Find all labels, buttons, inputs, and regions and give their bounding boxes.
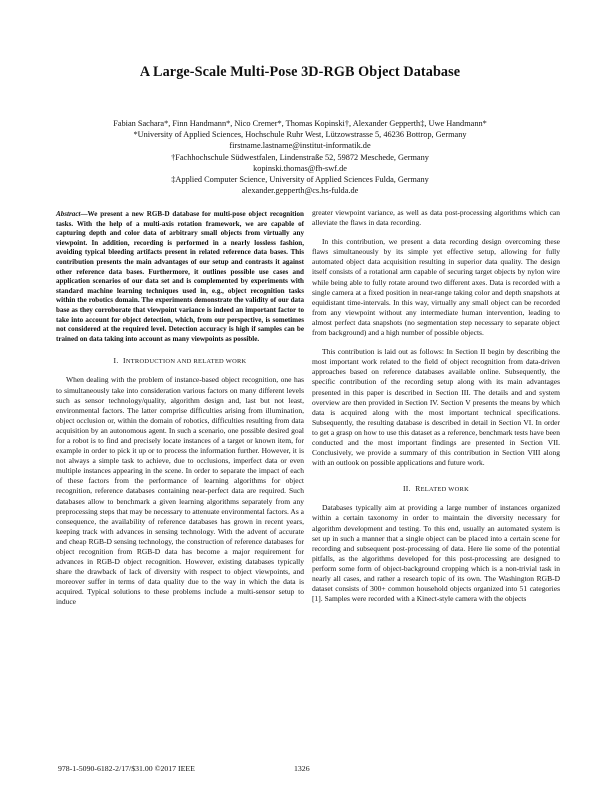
section-number: I. bbox=[113, 356, 119, 366]
section-title-rest: NTRODUCTION AND RELATED WORK bbox=[125, 358, 247, 366]
section-heading-related-work bbox=[312, 484, 560, 495]
section-title-initial: R bbox=[415, 484, 421, 494]
section-title-rest: ELATED WORK bbox=[420, 486, 470, 494]
abstract-text: —We present a new RGB-D database for multi-pose object recognition tasks. With the help of a multi-axis rotation framework, we are capable of capturing depth and color data of arbitrary small objects from virtually any viewpoint. In addition, recording is performed in a nearly lossless fashion, avoiding typical bleeding artifacts present in related reference data bases. This contribution presents the main advantages of our setup and contrasts it against other reference data bases. Furthermore, it outlines possible use cases and application scenarios of our data set and is complemented by experiments with standard machine learning techniques used in, e.g., object recognition tasks within the robotics domain. The experiments demonstrate the validity of our data base as they corroborate that viewpoint variance is indeed an important factor to take into account for object detection, which, from our perspective, is sometimes not considered at the required level. Detection accuracy is high if samples can be trained on data taking into account as many viewpoints as possible. bbox=[56, 210, 304, 343]
footer-isbn: 978-1-5090-6182-2/17/$31.00 ©2017 IEEE bbox=[58, 764, 195, 773]
abstract bbox=[56, 210, 304, 344]
section-heading-introduction bbox=[56, 356, 304, 367]
intro-paragraph: When dealing with the problem of instance-based object recognition, one has to simultaneously take into consideration various factors on many different levels such as sensor technology/quality, algorithm design and, last but not least, environmental factors. The latter comprise difficulties arising from illumination, object occlusion or, within the domain of robotics, difficulties resulting from data acquisition by an autonomous agent. In such a scenario, one possible desired goal for a robot is to find and precisely locate instances of a target or known item, for example in order to pick it up or to process the information further. However, it is not always a simple task to achieve, due to occlusions, imperfect data or even multiple instances appearing in the scene. In order to separate the impact of each of these factors from the performance of learning algorithms for object recognition, reference databases containing near-perfect data are required. Such databases allow to benchmark a given learning algorithms separately from any preprocessing steps that may be necessary to attenuate environmental factors. As a consequence, the availability of reference databases has grown in recent years, keeping track with advances in sensing technology. With the advent of accurate and cheap RGB-D sensing technology, the construction of reference databases for object recognition from RGB-D data has become a major requirement for advances in RGB-D object recognition. However, existing databases typically share the drawback of lack of diversity with respect to object viewpoints, and moreover suffer in terms of data quality due to the way in which the data is acquired. Typical solutions to these problems include a multi-sensor setup to induce bbox=[56, 375, 304, 607]
footer-page-number: 1326 bbox=[294, 764, 310, 773]
affiliation-1: *University of Applied Sciences, Hochschule Ruhr West, Lützowstrasse 5, 46236 Bottrop, Germany bbox=[133, 130, 467, 140]
section-number: II. bbox=[402, 484, 411, 494]
email-1: firstname.lastname@institut-informatik.de bbox=[229, 141, 371, 151]
intro-continuation: greater viewpoint variance, as well as data post-processing algorithms which can alleviate the flaws in data recording. bbox=[312, 208, 560, 228]
email-2: kopinski.thomas@fh-swf.de bbox=[253, 163, 347, 173]
left-column bbox=[56, 210, 304, 608]
paper-title: A Large-Scale Multi-Pose 3D-RGB Object Database bbox=[139, 64, 461, 80]
related-work-paragraph: Databases typically aim at providing a large number of instances organized within a certain taxonomy in order to maintain the diversity necessary for algorithm development and testing. To this end, usually an automated system is set up in such a manner that a single object can be placed into a certain scene for recording and subsequent post-processing of data. Here lie some of the potential pitfalls, as the algorithms developed for this post-processing are designed to perform some form of object-background cropping which is a non-trivial task in nearly all cases, and rather a research topic of its own. The Washington RGB-D dataset consists of 300+ common household objects organized into 51 categories [1]. Samples were recorded with a Kinect-style camera with the objects bbox=[312, 503, 560, 604]
right-column bbox=[312, 208, 560, 604]
affiliation-3: ‡Applied Computer Science, University of Applied Sciences Fulda, Germany bbox=[171, 175, 429, 185]
contribution-paragraph: In this contribution, we present a data recording design overcoming these flaws simultaneously by its simple yet effective setup, allowing for fully automated object data acquisition resulting in superior data quality. The design itself consists of a rotational arm capable of securing target objects by nylon wire while being able to fully rotate around two different axes. Data is recorded with a single camera at a fixed position in near-range taking color and depth snapshots at equidistant time-intervals. In this way, virtually any small object can be recorded from any viewpoint without any intermediate human intervention, leading to almost perfect data snapshots (no segmentation step necessary to separate object from background) and a high number of possible objects. bbox=[312, 237, 560, 338]
author-names: Fabian Sachara*, Finn Handmann*, Nico Cremer*, Thomas Kopinski†, Alexander Gepperth‡, Uwe Handmann* bbox=[113, 119, 487, 128]
affiliation-2: †Fachhochschule Südwestfalen, Lindenstraße 52, 59872 Meschede, Germany bbox=[171, 152, 429, 162]
section-title-initial: I bbox=[122, 356, 126, 366]
abstract-lead: Abstract bbox=[56, 210, 81, 218]
author-block bbox=[0, 118, 600, 196]
outline-paragraph: This contribution is laid out as follows: In Section II begin by describing the most important work related to the field of object recognition from data-driven approaches based on reference databases available online. Subsequently, the specific contribution of the recording setup along with its main advantages presented in this paper is described in Section III. The details and and system overview are then provided in Section IV. Section V presents the means by which data is acquired along with the most important technical specifications. Subsequently, the resulting database is described in detail in Section VI. In order to get a grasp on how to use this dataset as a reference, benchmark tests have been conducted and the most important findings are presented in Section VII. Conclusively, we provide a summary of this contribution in Section VIII along with an outlook on possible applications and future work. bbox=[312, 347, 560, 468]
email-3: alexander.gepperth@cs.hs-fulda.de bbox=[241, 186, 359, 196]
